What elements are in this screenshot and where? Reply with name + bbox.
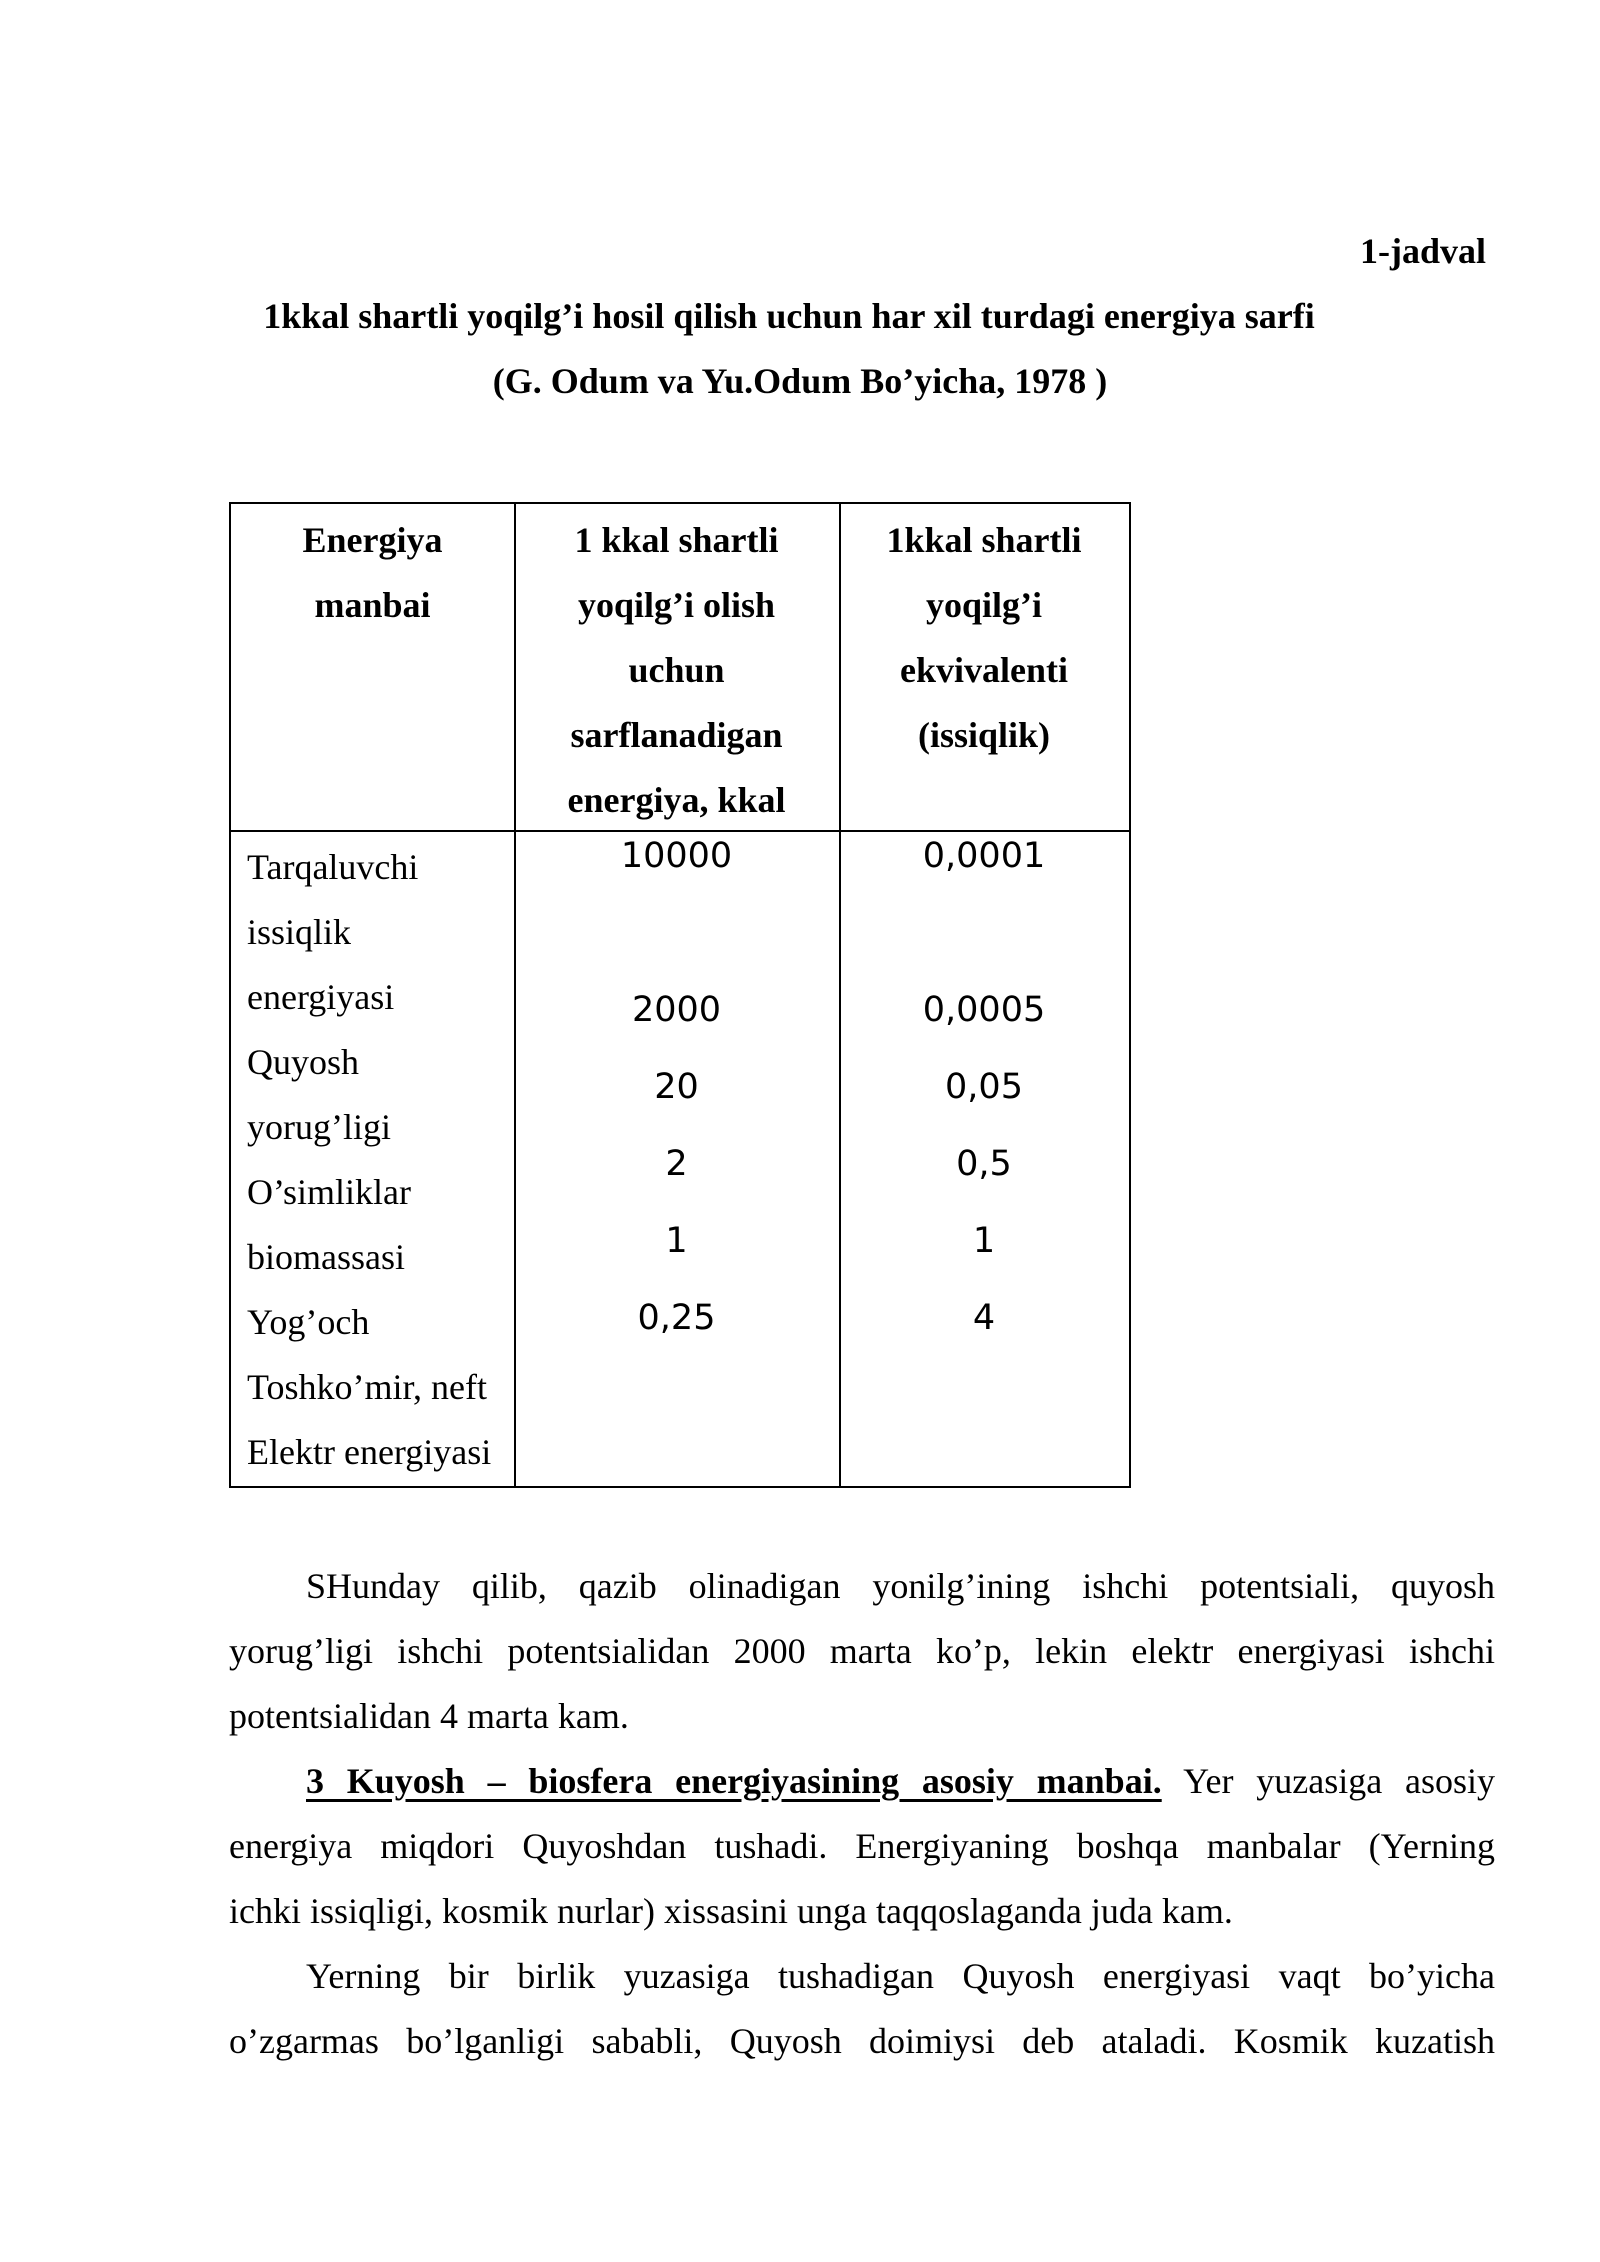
header-line: (issiqlik) bbox=[917, 715, 1051, 755]
fuel-equivalent-value: 0,5 bbox=[956, 1144, 1012, 1184]
fuel-equivalent-value: 4 bbox=[972, 1298, 996, 1338]
energy-source-line: biomassasi bbox=[247, 1237, 405, 1277]
paragraph-solar-constant bbox=[229, 1944, 1495, 2074]
fuel-equivalent-value: 0,0005 bbox=[922, 990, 1046, 1030]
energy-source-line: energiyasi bbox=[247, 977, 395, 1017]
energy-spent-value: 2000 bbox=[631, 990, 722, 1030]
paragraph-line: yorug’ligi ishchi potentsialidan 2000 marta ko’p, lekin elektr energiyasi ishchi bbox=[229, 1631, 1495, 1671]
header-line: Energiya bbox=[302, 520, 443, 560]
table-caption-title: 1kkal shartli yoqilg’i hosil qilish uchun har xil turdagi energiya sarfi bbox=[263, 296, 1315, 336]
header-line: sarflanadigan bbox=[570, 715, 783, 755]
energy-source-list bbox=[247, 835, 527, 1485]
paragraph-line: Yerning bir birlik yuzasiga tushadigan Quyosh energiyasi vaqt bo’yicha bbox=[306, 1956, 1495, 1996]
header-line: 1 kkal shartli bbox=[574, 520, 779, 560]
header-line: manbai bbox=[314, 585, 431, 625]
energy-spent-value: 2 bbox=[665, 1144, 688, 1184]
fuel-equivalent-value: 0,0001 bbox=[922, 836, 1046, 876]
energy-source-line: Elektr energiyasi bbox=[247, 1432, 492, 1472]
paragraph-line: o’zgarmas bo’lganligi sababli, Quyosh doimiysi deb ataladi. Kosmik kuzatish bbox=[229, 2021, 1495, 2061]
energy-source-line: Quyosh bbox=[247, 1042, 360, 1082]
header-line: ekvivalenti bbox=[900, 650, 1068, 690]
energy-source-line: Toshko’mir, neft bbox=[247, 1367, 487, 1407]
paragraph-line: SHunday qilib, qazib olinadigan yonilg’ining ishchi potentsiali, quyosh bbox=[306, 1566, 1495, 1606]
paragraph-conclusion bbox=[229, 1554, 1495, 1749]
header-fuel-equivalent bbox=[839, 504, 1129, 830]
header-line: uchun bbox=[628, 650, 725, 690]
section-heading: 3 Kuyosh – biosfera energiyasining asosiy manbai. bbox=[306, 1761, 1162, 1801]
energy-spent-value: 20 bbox=[654, 1067, 699, 1107]
header-line: yoqilg’i olish bbox=[577, 585, 776, 625]
energy-source-line: Yog’och bbox=[247, 1302, 370, 1342]
header-line: 1kkal shartli bbox=[886, 520, 1082, 560]
header-energy-source bbox=[231, 504, 514, 830]
paragraph-line-rest: Yer yuzasiga asosiy bbox=[1161, 1761, 1495, 1801]
energy-source-line: Tarqaluvchi bbox=[247, 847, 419, 887]
energy-source-line: O’simliklar bbox=[247, 1172, 411, 1212]
energy-source-line: issiqlik bbox=[247, 912, 352, 952]
paragraph-line: energiya miqdori Quyoshdan tushadi. Energiyaning boshqa manbalar (Yerning bbox=[229, 1826, 1495, 1866]
fuel-equivalent-value: 0,05 bbox=[945, 1067, 1023, 1107]
energy-spent-value: 10000 bbox=[620, 836, 733, 876]
fuel-equivalent-value: 1 bbox=[972, 1221, 996, 1261]
header-line: yoqilg’i bbox=[925, 585, 1042, 625]
paragraph-line: ichki issiqligi, kosmik nurlar) xissasini unga taqqoslaganda juda kam. bbox=[229, 1891, 1233, 1931]
header-line: energiya, kkal bbox=[567, 780, 786, 820]
header-energy-spent bbox=[514, 504, 839, 830]
paragraph-line: potentsialidan 4 marta kam. bbox=[229, 1696, 629, 1736]
paragraph-line bbox=[229, 1749, 1495, 1814]
table-caption-source: (G. Odum va Yu.Odum Bo’yicha, 1978 ) bbox=[492, 361, 1108, 401]
energy-source-line: yorug’ligi bbox=[247, 1107, 391, 1147]
paragraph-sun-energy bbox=[229, 1749, 1495, 1944]
energy-spent-value: 1 bbox=[665, 1221, 688, 1261]
energy-table bbox=[229, 502, 1131, 1488]
table-number: 1-jadval bbox=[1360, 231, 1486, 271]
energy-spent-value: 0,25 bbox=[637, 1298, 716, 1338]
